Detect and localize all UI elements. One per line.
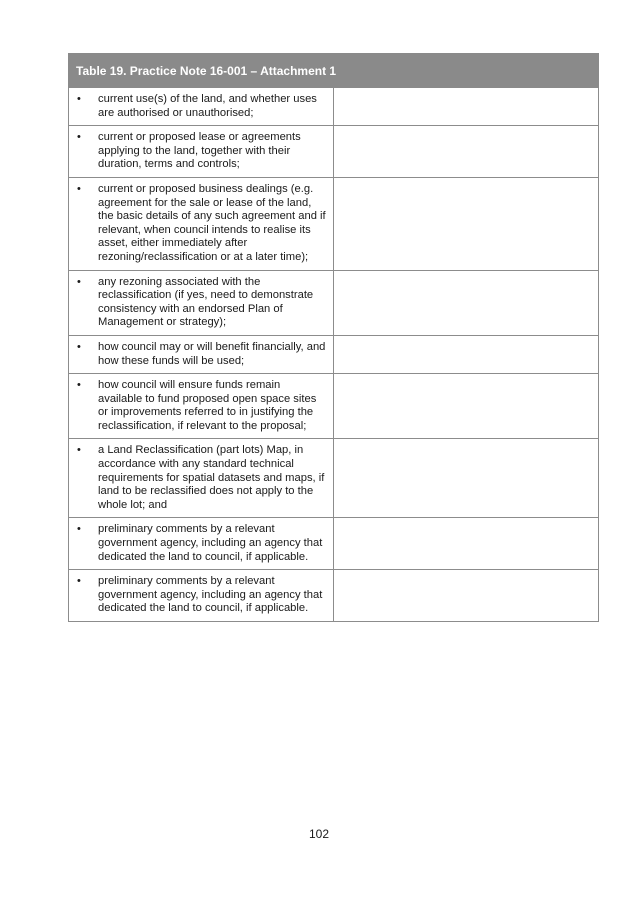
bullet-icon: • [77, 444, 81, 457]
page-number: 102 [308, 827, 330, 841]
response-cell [334, 439, 599, 518]
item-cell [69, 88, 334, 126]
table-row [69, 518, 599, 570]
item-cell [69, 570, 334, 622]
response-cell [334, 570, 599, 622]
bullet-icon: • [77, 340, 81, 353]
item-cell [69, 335, 334, 373]
table-row [69, 88, 599, 126]
item-cell [69, 374, 334, 439]
item-text: preliminary comments by a relevant government agency, including an agency that dedicated the land to council, if applicable. [98, 575, 323, 615]
bullet-icon: • [77, 379, 81, 392]
bullet-icon: • [77, 575, 81, 588]
item-text: current or proposed lease or agreements applying to the land, together with their duration, terms and controls; [98, 131, 301, 171]
table-header-row [69, 54, 599, 88]
item-cell [69, 439, 334, 518]
response-cell [334, 88, 599, 126]
item-cell [69, 518, 334, 570]
item-cell [69, 126, 334, 178]
item-text: a Land Reclassification (part lots) Map, in accordance with any standard technical requirements for spatial datasets and maps, if land to be reclassified does not apply to the whole lot; and [98, 444, 325, 511]
item-text: preliminary comments by a relevant government agency, including an agency that dedicated the land to council, if applicable. [98, 523, 323, 563]
bullet-icon: • [77, 275, 81, 288]
table-row [69, 270, 599, 335]
item-cell [69, 270, 334, 335]
item-cell [69, 177, 334, 270]
table-row [69, 439, 599, 518]
table-row [69, 374, 599, 439]
response-cell [334, 177, 599, 270]
item-text: current or proposed business dealings (e.g. agreement for the sale or lease of the land, the basic details of any such agreement and if relevant, when council intends to realise its asset, either immediately after rezoning/reclassification or at a later time); [98, 182, 326, 263]
table-row [69, 126, 599, 178]
item-text: how council will ensure funds remain available to fund proposed open space sites or improvements referred to in justifying the reclassification, if relevant to the proposal; [98, 379, 317, 432]
table-row [69, 335, 599, 373]
item-text: current use(s) of the land, and whether uses are authorised or unauthorised; [98, 93, 317, 119]
table-title: Table 19. Practice Note 16-001 – Attachment 1 [69, 54, 599, 88]
practice-note-table [68, 53, 599, 622]
item-text: how council may or will benefit financially, and how these funds will be used; [98, 340, 326, 367]
bullet-icon: • [77, 131, 81, 144]
item-text: any rezoning associated with the reclassification (if yes, need to demonstrate consistency with an endorsed Plan of Management or strategy); [98, 275, 314, 329]
bullet-icon: • [77, 182, 81, 195]
response-cell [334, 374, 599, 439]
response-cell [334, 270, 599, 335]
table-row [69, 570, 599, 622]
response-cell [334, 518, 599, 570]
table-row [69, 177, 599, 270]
bullet-icon: • [77, 93, 81, 105]
response-cell [334, 335, 599, 373]
response-cell [334, 126, 599, 178]
bullet-icon: • [77, 523, 81, 536]
